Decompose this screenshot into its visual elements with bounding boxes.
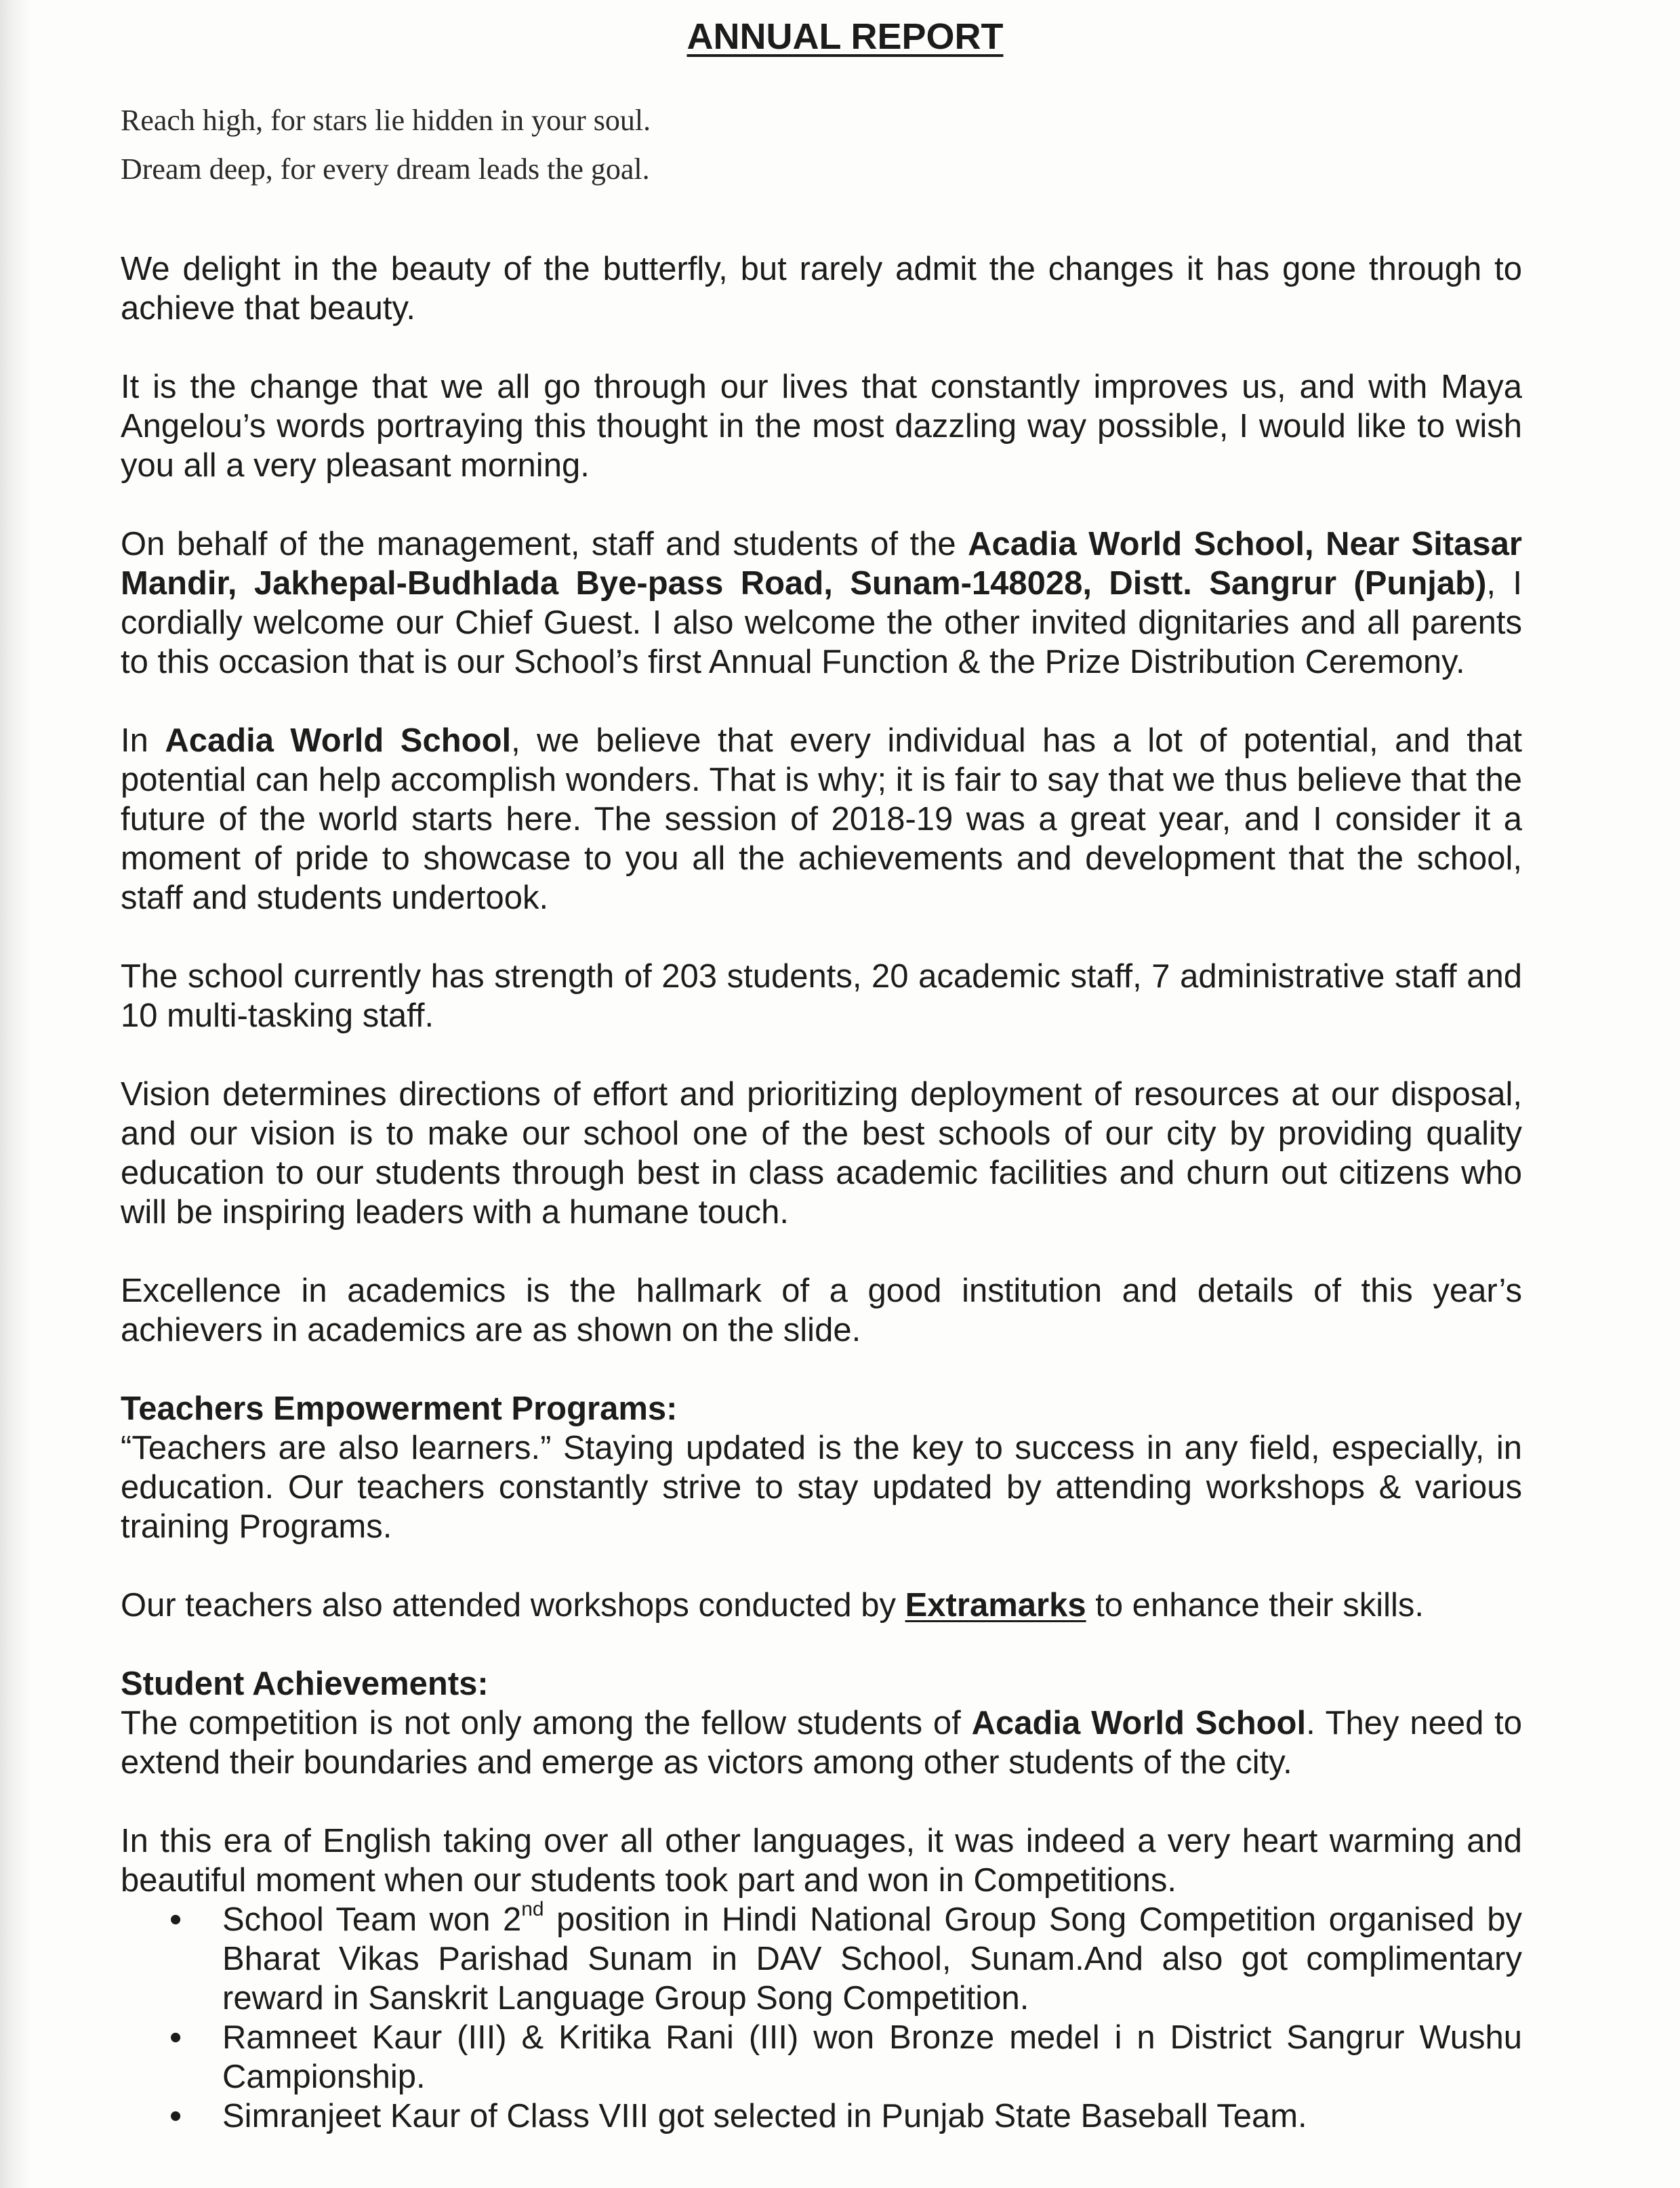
paragraph-welcome: On behalf of the management, staff and students of the Acadia World School, Near Sitasar Mandir, Jakhepal-Budhlada Bye-pass Road, Sunam-148028, Distt. Sangrur (Punjab), I cordially welcome our Chief Guest. I also welcome the other invited dignitaries and all parents to this occasion that is our School’s first Annual Function & the Prize Distribution Ceremony. — [121, 526, 1522, 680]
list-item: • School Team won 2nd position in Hindi National Group Song Competition organised by Bharat Vikas Parishad Sunam in DAV School, Sunam.And also got complimentary reward in Sanskrit Language Group Song Competition. — [222, 1900, 1522, 2018]
extramarks-link[interactable]: Extramarks — [905, 1587, 1086, 1624]
achievements-list — [121, 1900, 1522, 2136]
section-heading-teachers: Teachers Empowerment Programs: — [121, 1390, 678, 1427]
school-address: Acadia World School, Near Sitasar Mandir, Jakhepal-Budhlada Bye-pass Road, Sunam-148028, Distt. Sangrur (Punjab) — [121, 526, 1522, 602]
paragraph-teachers: “Teachers are also learners.” Staying updated is the key to success in any field, especially, in education. Our teachers constantly strive to stay updated by attending workshops & various training Programs. — [121, 1430, 1522, 1545]
report-page — [121, 15, 1522, 2136]
list-item: • Simranjeet Kaur of Class VIII got selected in Punjab State Baseball Team. — [222, 2097, 1522, 2136]
school-name: Acadia World School — [971, 1705, 1307, 1741]
poem-line-1: Reach high, for stars lie hidden in your soul. — [121, 104, 651, 137]
section-heading-students: Student Achievements: — [121, 1666, 489, 1702]
paragraph-strength: The school currently has strength of 203 students, 20 academic staff, 7 administrative staff and 10 multi-tasking staff. — [121, 958, 1522, 1034]
paragraph-competition: The competition is not only among the fellow students of Acadia World School. They need to extend their boundaries and emerge as victors among other students of the city. — [121, 1705, 1523, 1781]
opening-poem — [121, 96, 1522, 194]
list-item: • Ramneet Kaur (III) & Kritika Rani (III) won Bronze medel i n District Sangrur Wushu Campionship. — [222, 2018, 1522, 2097]
paragraph-belief: In Acadia World School, we believe that every individual has a lot of potential, and that potential can help accomplish wonders. That is why; it is fair to say that we thus believe that the future of the world starts here. The session of 2018-19 was a great year, and I consider it a moment of pride to showcase to you all the achievements and development that the school, staff and students undertook. — [121, 722, 1522, 916]
school-name: Acadia World School — [165, 722, 512, 759]
paragraph-vision: Vision determines directions of effort and prioritizing deployment of resources at our disposal, and our vision is to make our school one of the best schools of our city by providing quality education to our students through best in class academic facilities and churn out citizens who will be inspiring leaders with a humane touch. — [121, 1076, 1522, 1231]
paragraph-excellence: Excellence in academics is the hallmark of a good institution and details of this year’s achievers in academics are as shown on the slide. — [121, 1273, 1522, 1348]
paragraph-english-era: In this era of English taking over all other languages, it was indeed a very heart warming and beautiful moment when our students took part and won in Competitions. — [121, 1823, 1522, 1899]
scan-edge-shadow — [0, 0, 31, 2188]
paragraph-greeting: It is the change that we all go through our lives that constantly improves us, and with Maya Angelou’s words portraying this thought in the most dazzling way possible, I would like to wish you all a very pleasant morning. — [121, 369, 1522, 484]
page-title: ANNUAL REPORT — [687, 16, 1004, 57]
paragraph-workshops: Our teachers also attended workshops conducted by Extramarks to enhance their skills. — [121, 1587, 1425, 1624]
poem-line-2: Dream deep, for every dream leads the goal. — [121, 152, 650, 186]
paragraph-butterfly: We delight in the beauty of the butterfly, but rarely admit the changes it has gone through to achieve that beauty. — [121, 251, 1522, 327]
